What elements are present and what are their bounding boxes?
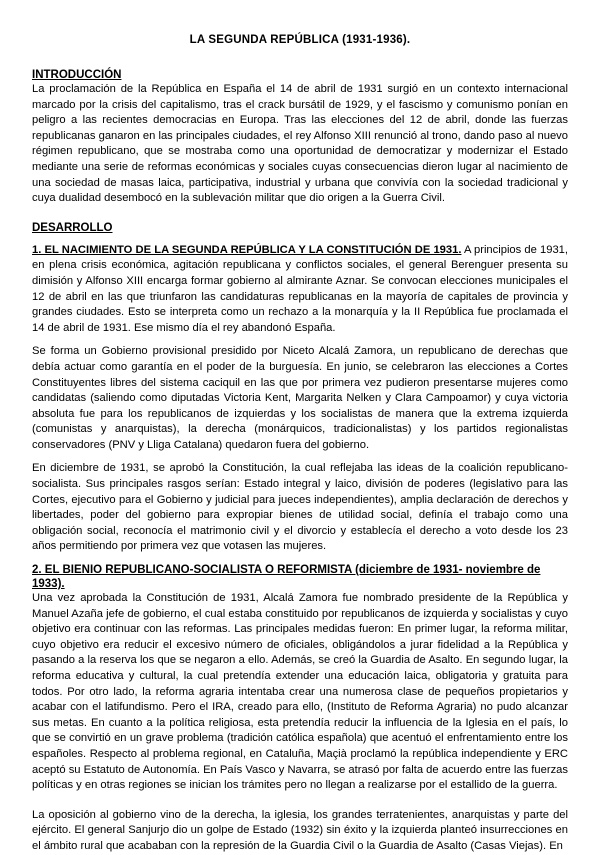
section1-paragraph-3: En diciembre de 1931, se aprobó la Constitución, la cual reflejaba las ideas de la coalición republicano-socialista. Sus principales rasgos serían: Estado integral y laico, división de poderes (legislativo para las Cortes, ejecutivo para el Gobierno y judicial para jueces independientes), amplia declaración de derechos y libertades, poder del gobierno para expropiar bienes de utilidad social, definía el trabajo como una obligación social, reconocía el matrimonio civil y el divorcio y establecía el derecho a voto desde los 23 años permitiendo por primera vez que votasen las mujeres. xyxy=(32,462,568,553)
document-title: LA SEGUNDA REPÚBLICA (1931-1936). xyxy=(189,34,411,46)
section1-paragraph-1-text: A principios de 1931, en plena crisis económica, agitación republicana y conflictos sociales, el general Berenguer presenta su dimisión y Alfonso XIII encarga formar gobierno al almirante Aznar. Se convocan elecciones municipales el 12 de abril en las que triunfaron las candidaturas republicanas en la mayoría de capitales de provincia y grandes ciudades. Esto se interpreta como un rechazo a la monarquía y la II República fue proclamada el 14 de abril de 1931. Ese mismo día el rey abandonó España. xyxy=(32,243,569,334)
section2-heading: 2. EL BIENIO REPUBLICANO-SOCIALISTA O REFORMISTA (diciembre de 1931- noviembre de 1933). xyxy=(32,564,541,591)
intro-heading: INTRODUCCIÓN xyxy=(32,69,122,81)
section1-heading: 1. EL NACIMIENTO DE LA SEGUNDA REPÚBLICA Y LA CONSTITUCIÓN DE 1931. xyxy=(32,243,462,256)
intro-paragraph: La proclamación de la República en España el 14 de abril de 1931 surgió en un contexto internacional marcado por la crisis del capitalismo, tras el crack bursátil de 1929, y el fascismo y comunismo ponían en peligro a las recientes democracias en Europa. Tras las elecciones del 12 de abril, donde las fuerzas republicanas ganaron en las principales ciudades, el rey Alfonso XIII renunció al trono, dando paso al nuevo régimen republicano, que se mostraba como una oportunidad de democratizar y modernizar el Estado mediante una serie de reformas económicas y sociales cuyas consecuencias dieron lugar al nacimiento de una sociedad de masas laica, participativa, industrial y urbana que convivía con la sociedad tradicional y cuya dualidad desembocó en la sublevación militar que dio origen a la Guerra Civil. xyxy=(32,83,568,205)
section2-paragraph-2: La oposición al gobierno vino de la derecha, la iglesia, los grandes terratenientes, anarquistas y parte del ejército. El general Sanjurjo dio un golpe de Estado (1932) sin éxito y la izquierda planteó insurrecciones en el ámbito rural que acababan con la represión de la Guardia Civil o la Guardia de Asalto (Casas Viejas). En xyxy=(32,808,568,852)
section2-paragraph-1: Una vez aprobada la Constitución de 1931, Alcalá Zamora fue nombrado presidente de la República y Manuel Azaña jefe de gobierno, el cual estaba constituido por republicanos de izquierda y socialistas y cuyo objetivo era continuar con las reformas. Las principales medidas fueron: En primer lugar, la reforma militar, cuyo objetivo era reducir el excesivo número de oficiales, obligándolos a jurar fidelidad a la República y pasando a la reserva los que se negaron a ello. Además, se creó la Guardia de Asalto. En segundo lugar, la reforma educativa y cultural, la cual pretendía extender una educación laica, obligatoria y gratuita para todos. Por otro lado, la reforma agraria intentaba crear una numerosa clase de pequeños propietarios y acabar con el latifundismo. Pero el IRA, creado para ello, (Instituto de Reforma Agraria) no pudo alcanzar sus metas. En cuanto a la política religiosa, esta pretendía reducir la influencia de la Iglesia en el país, lo que se convirtió en un grave problema (tradición católica española) que acentuó el enfrentamiento entre los españoles. Respecto al problema regional, en Cataluña, Maçià proclamó la república independiente y ERC aceptó su Estatuto de Autonomía. En País Vasco y Navarra, se atrasó por falta de acuerdo entre las fuerzas políticas y en otras regiones se inician los trámites pero no llegan a realizarse por el estallido de la guerra. xyxy=(32,592,568,792)
development-heading: DESARROLLO xyxy=(32,221,113,234)
section1-paragraph-2: Se forma un Gobierno provisional presidido por Niceto Alcalá Zamora, un republicano de derechas que debía actuar como garantía en el poder de la burguesía. En junio, se celebraron las elecciones a Cortes Constituyentes libres del sistema caciquil en las que por primera vez pudieron presentarse mujeres como candidatas (saliendo como diputadas Victoria Kent, Margarita Nelken y Clara Campoamor) y cuya victoria absoluta fue para los republicanos de izquierdas y los socialistas de manera que la extrema izquierda (comunistas y anarquistas), la derecha (monárquicos, tradicionalistas) y los partidos regionalistas conservadores (PNV y Lliga Catalana) quedaron fuera del gobierno. xyxy=(32,345,568,451)
section1-paragraph-1 xyxy=(32,243,568,337)
document-page xyxy=(32,34,568,855)
